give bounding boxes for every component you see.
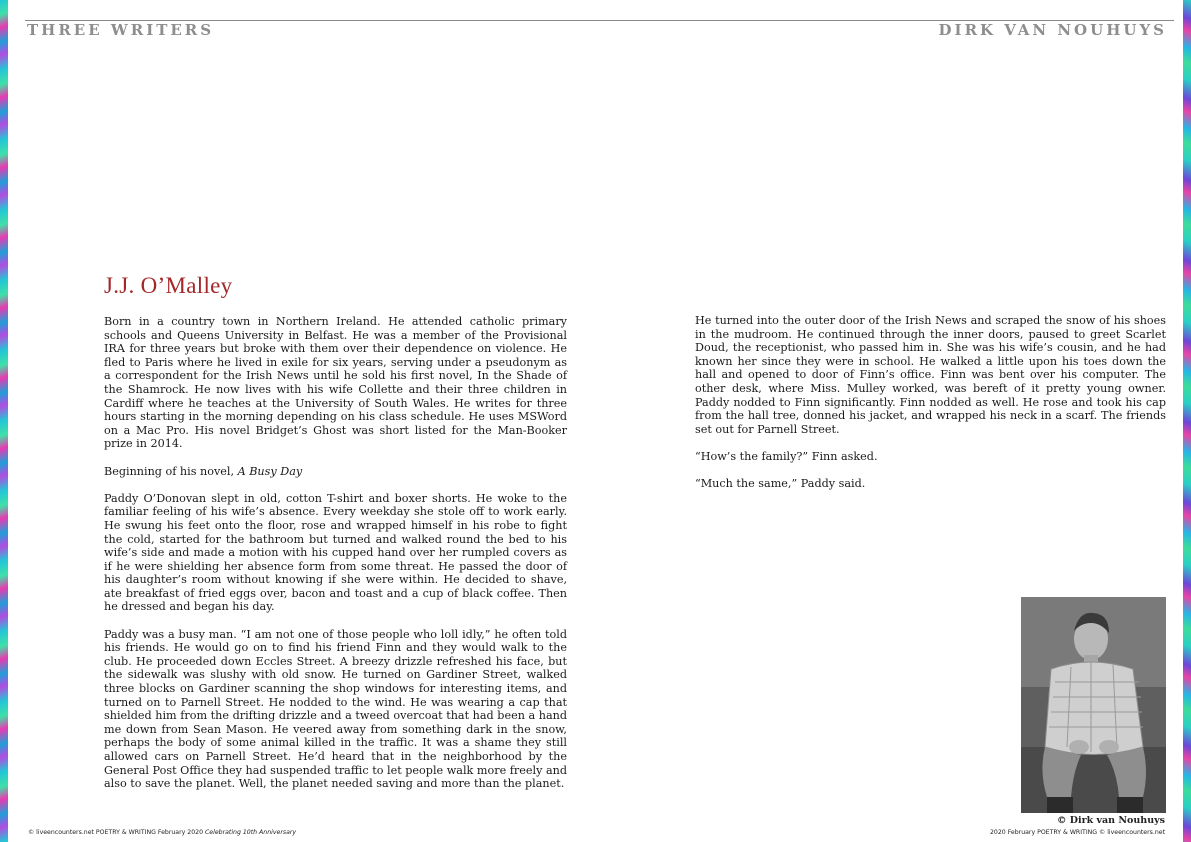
footer-left (28, 829, 296, 836)
author-title: J.J. O’Malley (104, 273, 233, 298)
magazine-page (8, 0, 1183, 842)
running-head-left: THREE WRITERS (27, 21, 215, 39)
right-column (695, 314, 1166, 504)
dialogue-line-1: “How’s the family?” Finn asked. (695, 449, 878, 463)
novel-intro (104, 465, 567, 479)
footer-anniversary: Celebrating 10th Anniversary (204, 829, 297, 836)
author-photo-image (1021, 597, 1166, 813)
story-paragraph-1: Paddy O’Donovan slept in old, cotton T-shirt and boxer shorts. He woke to the familiar feeling of his wife’s absence. Every weekday she stole off to work early. He swung his feet onto the floor, rose and wrapped himself in his robe to fight the cold, started for the bathroom but turned and walked round the bed to his wife’s side and made a motion with his cupped hand over her rumpled covers as if he were shielding her absence form from some threat. He passed the door of his daughter’s room without knowing if she were within. He decided to shave, ate breakfast of fried eggs over, bacon and toast and a cup of black coffee. Then he dressed and began his day. (104, 491, 567, 614)
novel-intro-text: Beginning of his novel, (104, 464, 238, 478)
story-paragraph-3: He turned into the outer door of the Irish News and scraped the snow of his shoes in the mudroom. He continued through the inner doors, paused to greet Scarlet Doud, the receptionist, who passed him in. She was his wife’s cousin, and he had known her since they were in school. He walked a little upon his toes down the hall and opened to door of Finn’s office. Finn was bent over his computer. The other desk, where Miss. Mulley worked, was bereft of it pretty young owner. Paddy nodded to Finn significantly. Finn nodded as well. He rose and took his cap from the hall tree, donned his jacket, and wrapped his neck in a scarf. The friends set out for Parnell Street. (695, 314, 1166, 436)
left-column (104, 315, 567, 804)
novel-title: A Busy Day (237, 464, 303, 478)
author-photo (1021, 597, 1166, 813)
dialogue-line-2: “Much the same,” Paddy said. (695, 477, 866, 491)
footer-right: 2020 February POETRY & WRITING © liveencounters.net (989, 829, 1165, 836)
photo-credit: © Dirk van Nouhuys (1056, 815, 1165, 826)
story-paragraph-2: Paddy was a busy man. “I am not one of those people who loll idly,” he often told his friends. He would go on to find his friend Finn and they would walk to the club. He proceeded down Eccles Street. A breezy drizzle refreshed his face, but the sidewalk was slushy with old snow. He turned on Gardiner Street, walked three blocks on Gardiner scanning the shop windows for interesting items, and turned on to Parnell Street. He nodded to the wind. He was wearing a cap that shielded him from the drifting drizzle and a tweed overcoat that had been a hand me down from Sean Mason. He veered away from something dark in the snow, perhaps the body of some animal killed in the traffic. It was a shame they still allowed cars on Parnell Street. He’d heard that in the neighborhood by the General Post Office they had suspended traffic to let people walk more freely and also to save the planet. Well, the planet needed saving and more than the planet. (104, 627, 567, 791)
author-bio: Born in a country town in Northern Ireland. He attended catholic primary schools and Queens University in Belfast. He was a member of the Provisional IRA for three years but broke with them over their dependence on violence. He fled to Paris where he lived in exile for six years, serving under a pseudonym as a correspondent for the Irish News until he sold his first novel, In the Shade of the Shamrock. He now lives with his wife Collette and their three children in Cardiff where he teaches at the University of South Wales. He writes for three hours starting in the morning depending on his class schedule. He uses MSWord on a Mac Pro. His novel Bridget’s Ghost was short listed for the Man-Booker prize in 2014. (104, 315, 567, 451)
footer-left-text: © liveencounters.net POETRY & WRITING February 2020 (28, 829, 205, 836)
running-head-right: DIRK VAN NOUHUYS (938, 21, 1167, 39)
